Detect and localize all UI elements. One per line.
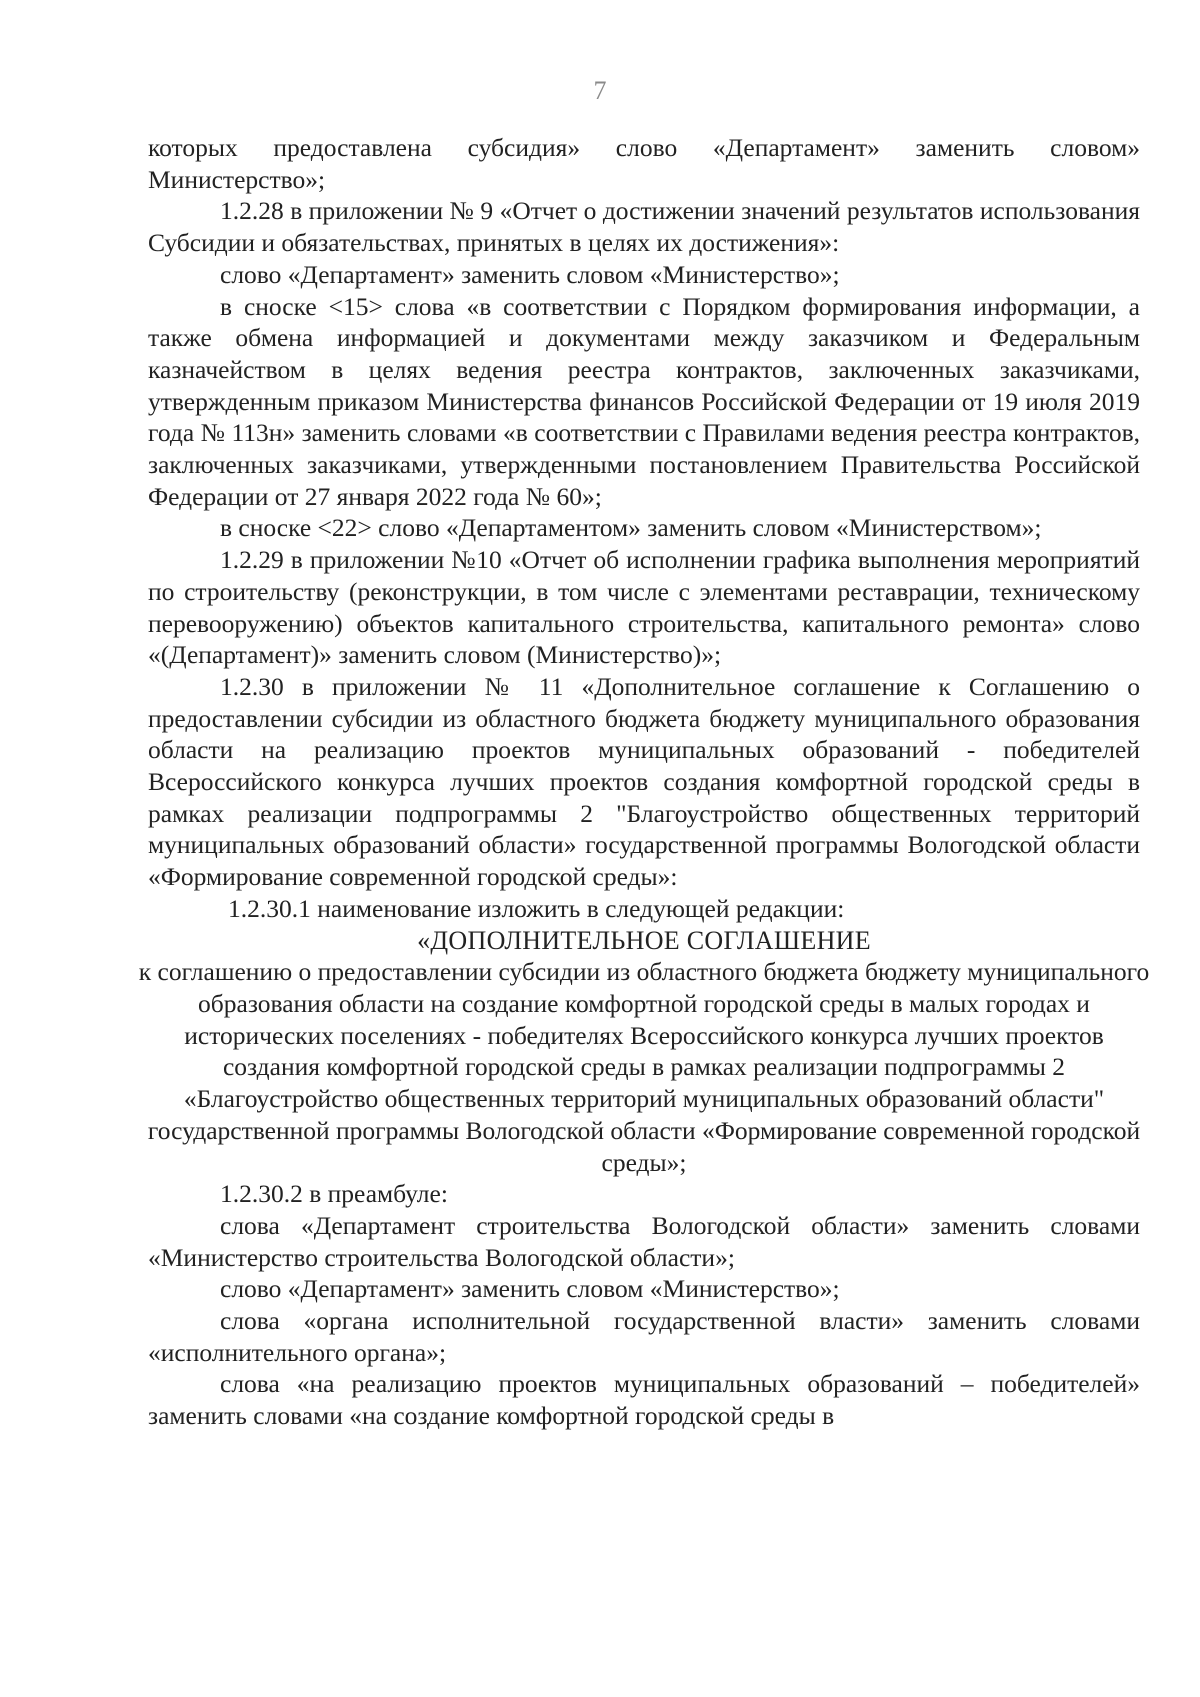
paragraph: 1.2.28 в приложении № 9 «Отчет о достижении значений результатов использования Субсидии и обязательствах, принятых в целях их достижения»: — [148, 196, 1140, 258]
paragraph: слова «Департамент строительства Вологодской области» заменить словами «Министерство строительства Вологодской области»; — [148, 1210, 1140, 1272]
paragraph: которых предоставлена субсидия» слово «Департамент» заменить словом» Министерство»; — [148, 133, 1140, 194]
paragraph: слова «на реализацию проектов муниципальных образований – победителей» заменить словами «на создание комфортной городской среды в — [148, 1369, 1140, 1431]
paragraph: 1.2.30.2 в преамбуле: — [220, 1179, 448, 1209]
page-number: 7 — [593, 76, 607, 105]
paragraph: 1.2.29 в приложении №10 «Отчет об исполнении графика выполнения мероприятий по строительству (реконструкции, в том числе с элементами реставрации, техническому перевооружению) объектов капитального строительства, капитального ремонта» слово «(Департамент)» заменить словом (Министерство)»; — [148, 545, 1140, 670]
paragraph: в сноске <22> слово «Департаментом» заменить словом «Министерством»; — [220, 513, 1042, 543]
paragraph: слова «органа исполнительной государственной власти» заменить словами «исполнительного органа»; — [148, 1306, 1140, 1367]
paragraph: слово «Департамент» заменить словом «Министерство»; — [220, 259, 840, 289]
paragraph: слово «Департамент» заменить словом «Министерство»; — [220, 1274, 840, 1304]
paragraph: в сноске <15> слова «в соответствии с Порядком формирования информации, а также обмена информацией и документами между заказчиком и Федеральным казначейством в целях ведения реестра контрактов, заключенных заказчиками, утвержденным приказом Министерства финансов Российской Федерации от 19 июля 2019 года № 113н» заменить словами «в соответствии с Правилами ведения реестра контрактов, заключенных заказчиками, утвержденными постановлением Правительства Российской Федерации от 27 января 2022 года № 60»; — [148, 291, 1140, 511]
agreement-heading-title: «ДОПОЛНИТЕЛЬНОЕ СОГЛАШЕНИЕ — [417, 925, 871, 955]
agreement-heading-subtitle: к соглашению о предоставлении субсидии из областного бюджета бюджету муниципального образования области на создание комфортной городской среды в малых городах и исторических поселениях - победителях Всероссийского конкурса лучших проектов создания комфортной городской среды в рамках реализации подпрограммы 2 «Благоустройство общественных территорий муниципальных образований области" государственной программы Вологодской области «Формирование современной городской среды»; — [138, 957, 1150, 1177]
document-body — [138, 132, 1150, 1432]
paragraph: 1.2.30.1 наименование изложить в следующей редакции: — [228, 893, 845, 923]
paragraph: 1.2.30 в приложении № 11 «Дополнительное соглашение к Соглашению о предоставлении субсидии из областного бюджета бюджету муниципального образования области на реализацию проектов муниципальных образований - победителей Всероссийского конкурса лучших проектов создания комфортной городской среды в рамках реализации подпрограммы 2 "Благоустройство общественных территорий муниципальных образований области» государственной программы Вологодской области «Формирование современной городской среды»: — [148, 671, 1140, 892]
